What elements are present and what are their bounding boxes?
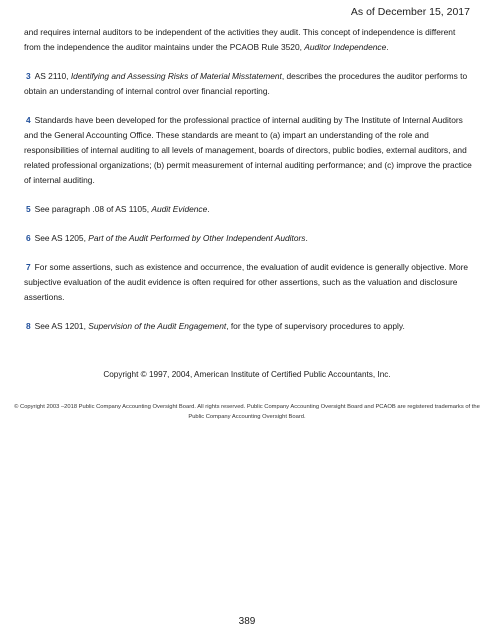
footnote-text: Standards have been developed for the professional practice of internal auditing by The Institute of Internal Auditors and the General Accounting Office. These standards are meant to (a) impart an understanding of the role and responsibilities of internal auditing to all levels of management, boards of directors, public bodies, external auditors, and related professional organizations; (b) permit measurement of internal auditing performance; and (c) improve the practice of internal auditing. [24,115,472,185]
footnote-italic: Audit Evidence [151,204,208,214]
footnote-text: AS 2110, [34,71,71,81]
footnote-text: For some assertions, such as existence and occurrence, the evaluation of audit evidence is generally objective. More subjective evaluation of the audit evidence is often required for other assertions, such as the valuation and disclosure assertions. [24,262,469,302]
footnote-text-end: , describes the procedures the auditor performs to obtain an understanding of internal control over financial reporting. [24,71,468,96]
footnote-number[interactable]: 8 [26,321,31,331]
footnote-number[interactable]: 6 [26,233,31,243]
footnote-number[interactable]: 3 [26,71,31,81]
footnote-text-end: . [207,204,210,214]
footnote-text: See paragraph .08 of AS 1105, [34,204,152,214]
footnote-6 [24,231,472,246]
footnote-italic: Supervision of the Audit Engagement [88,321,227,331]
footnote-4 [24,113,472,188]
as-of-date: As of December 15, 2017 [350,6,470,18]
footnote-text: See AS 1205, [34,233,89,243]
footnote-italic: Part of the Audit Performed by Other Independent Auditors [88,233,306,243]
footnote-7 [24,260,472,305]
intro-text: and requires internal auditors to be independent of the activities they audit. This concept of independence is different from the independence the auditor maintains under the PCAOB Rule 3520, [24,27,456,52]
footnote-text-end: . [305,233,308,243]
intro-italic: Auditor Independence [304,42,387,52]
footnote-text-end: , for the type of supervisory procedures to apply. [226,321,405,331]
aicpa-copyright: Copyright © 1997, 2004, American Institute of Certified Public Accountants, Inc. [103,370,391,379]
footnote-5 [24,202,472,217]
footnote-text: See AS 1201, [34,321,89,331]
footnote-number[interactable]: 7 [26,262,31,272]
footnote-italic: Identifying and Assessing Risks of Material Misstatement [70,71,282,81]
footnote-number[interactable]: 4 [26,115,31,125]
pcaob-legal-notice: © Copyright 2003 –2018 Public Company Accounting Oversight Board. All rights reserved. Public Company Accounting Oversight Board and PCAOB are registered trademarks of the Public Company Accounting Oversight Board. [14,404,480,420]
intro-end: . [386,42,389,52]
footnote-3 [24,69,472,99]
document-body [24,25,472,348]
footnote-8 [24,319,472,334]
intro-paragraph [24,25,472,55]
page-number: 389 [238,616,256,627]
footnote-number[interactable]: 5 [26,204,31,214]
